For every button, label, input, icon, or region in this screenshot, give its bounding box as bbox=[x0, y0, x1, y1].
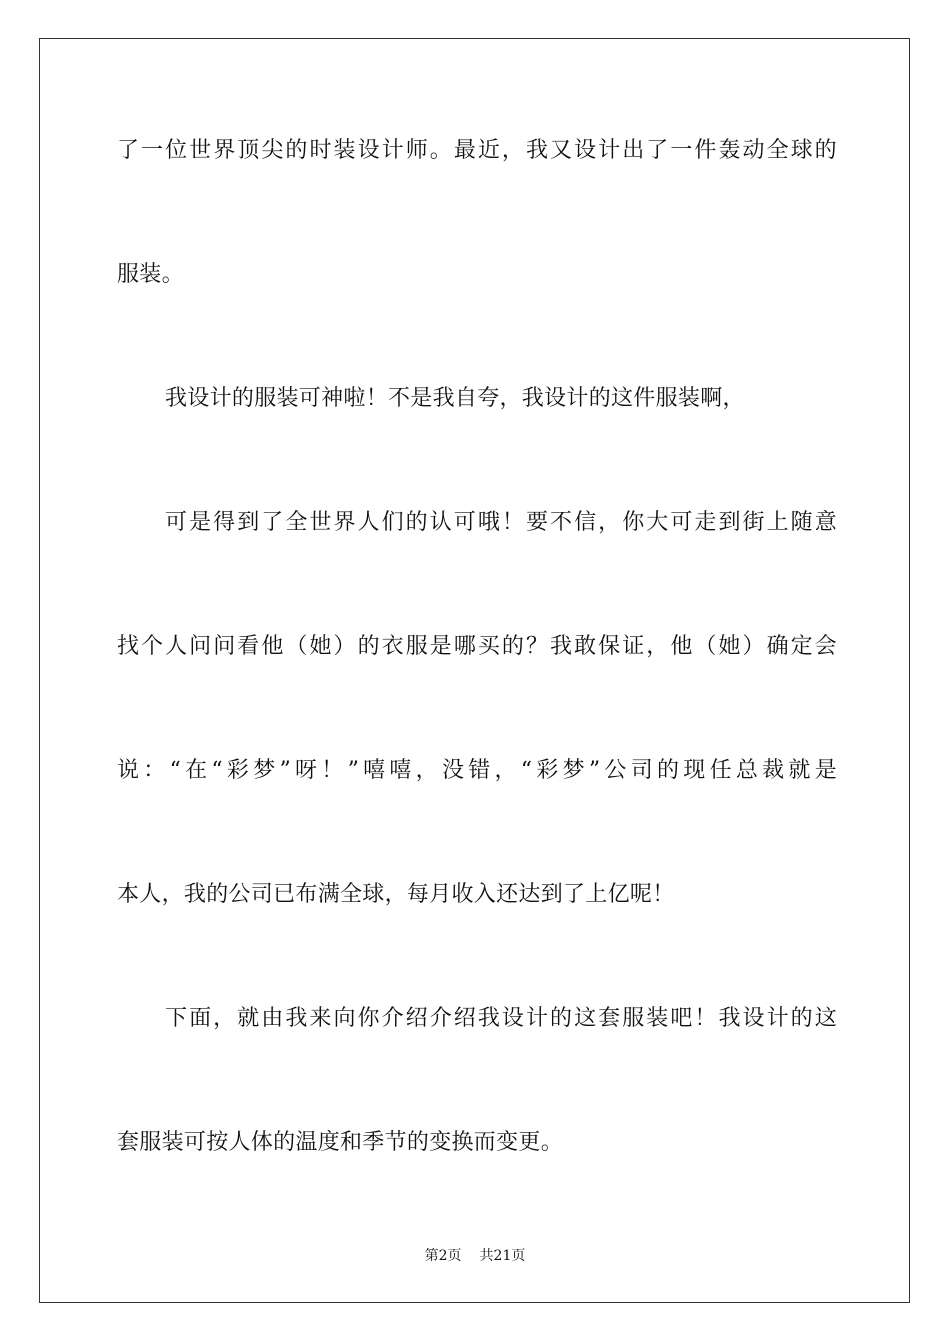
page-footer bbox=[0, 1246, 950, 1266]
text-line: 本人，我的公司已布满全球，每月收入还达到了上亿呢！ bbox=[117, 882, 675, 907]
text-line: 找个人问问看他（她）的衣服是哪买的？我敢保证，他（她）确定会 bbox=[117, 634, 837, 659]
text-line: 可是得到了全世界人们的认可哦！要不信，你大可走到街上随意 bbox=[165, 510, 837, 535]
text-line: 说：“在“彩梦”呀！”嘻嘻，没错，“彩梦”公司的现任总裁就是 bbox=[117, 758, 837, 783]
page-number: 第2页 bbox=[424, 1248, 462, 1264]
text-line: 套服装可按人体的温度和季节的变换而变更。 bbox=[117, 1130, 564, 1155]
text-line: 了一位世界顶尖的时装设计师。最近，我又设计出了一件轰动全球的 bbox=[117, 138, 837, 163]
text-line: 下面，就由我来向你介绍介绍我设计的这套服装吧！我设计的这 bbox=[165, 1006, 837, 1031]
text-line: 服装。 bbox=[117, 262, 184, 287]
page-frame bbox=[39, 38, 910, 1303]
text-line: 我设计的服装可神啦！不是我自夸，我设计的这件服装啊， bbox=[165, 386, 745, 411]
page-total: 共21页 bbox=[479, 1248, 526, 1264]
